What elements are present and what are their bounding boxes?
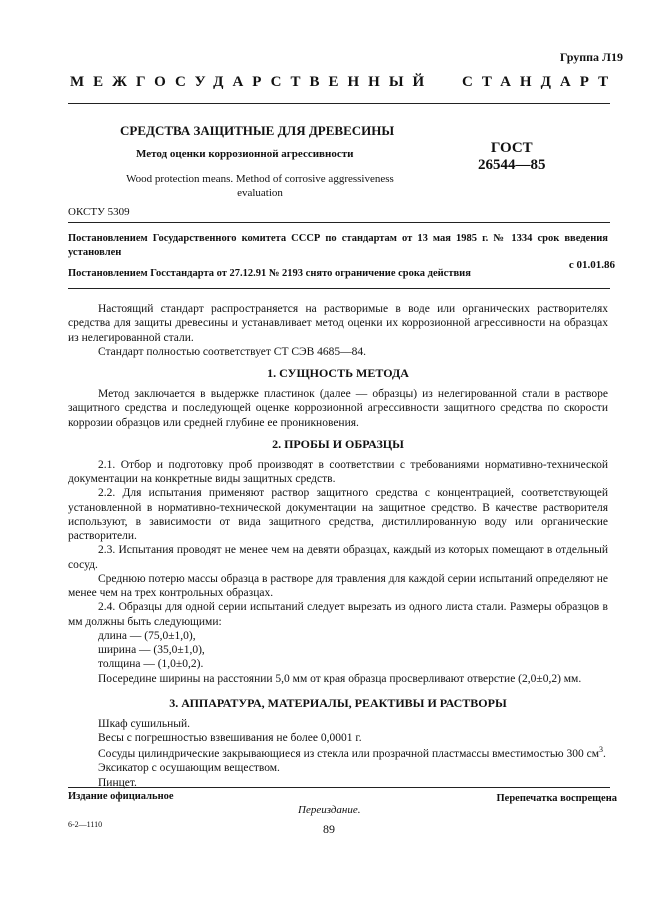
page-number: 89: [323, 822, 335, 836]
document-subtitle: Метод оценки коррозионной агрессивности: [136, 148, 354, 160]
clause-2-1: 2.1. Отбор и подготовку проб производят в соответствии с требованиями нормативно-технической документации на конкретные виды защитных средств.: [68, 458, 608, 485]
dimension-thickness: толщина — (1,0±0,2).: [98, 658, 204, 671]
print-code: 6-2—1110: [68, 820, 103, 829]
equipment-tweezers: Пинцет.: [98, 776, 137, 789]
equipment-vessels-period: .: [603, 748, 606, 761]
group-code: Группа Л19: [559, 50, 623, 64]
english-title-line1: Wood protection means. Method of corrosive aggressiveness: [126, 173, 394, 185]
cube-superscript: 3: [599, 745, 604, 755]
effective-date: с 01.01.86: [568, 259, 615, 271]
clause-2-3: 2.3. Испытания проводят не менее чем на девяти образцах, каждый из которых помещают в отдельный сосуд.: [68, 544, 608, 571]
equipment-scales: Весы с погрешностью взвешивания не более 0,0001 г.: [98, 732, 362, 744]
equipment-oven: Шкаф сушильный.: [98, 717, 191, 730]
dimension-length: длина — (75,0±1,0),: [98, 629, 196, 642]
reissue-note: Переиздание.: [298, 804, 361, 816]
document-body: [68, 302, 608, 790]
decree-divider: [68, 288, 610, 289]
banner-interstate: МЕЖГОСУДАРСТВЕННЫЙ: [70, 74, 434, 90]
banner-standard: СТАНДАРТ: [462, 74, 618, 90]
section-1-heading: 1. СУЩНОСТЬ МЕТОДА: [267, 366, 409, 380]
footer-divider: [68, 787, 610, 788]
equipment-vessels-text: Сосуды цилиндрические закрывающиеся из стекла или прозрачной пластмассы вместимостью 300 см: [98, 748, 600, 761]
clause-2-2: 2.2. Для испытания применяют раствор защитного средства с концентрацией, соответствующей установленной в нормативно-технической документации на защитное средство. В качестве растворителя используют, в зависимости от вида защитного средства, дистиллированную воду или органические растворители.: [68, 487, 608, 542]
decree-limitation: Постановлением Госстандарта от 27.12.91 № 2193 снято ограничение срока действия: [68, 268, 471, 279]
gost-number: [478, 140, 546, 175]
gost-code: 26544—85: [478, 157, 546, 174]
clause-2-4: 2.4. Образцы для одной серии испытаний следует вырезать из одного листа стали. Размеры образцов в мм должны быть следующими:: [68, 601, 608, 628]
clause-2-4-hole: Посередине ширины на расстоянии 5,0 мм от края образца просверливают отверстие (2,0±0,2) мм.: [98, 672, 582, 685]
document-title: СРЕДСТВА ЗАЩИТНЫЕ ДЛЯ ДРЕВЕСИНЫ: [120, 123, 395, 138]
intro-compliance: Стандарт полностью соответствует СТ СЭВ 4685—84.: [98, 345, 367, 358]
gost-label: ГОСТ: [490, 140, 533, 156]
section-3-heading: 3. АППАРАТУРА, МАТЕРИАЛЫ, РЕАКТИВЫ И РАСТВОРЫ: [169, 695, 507, 710]
section-2-heading: 2. ПРОБЫ И ОБРАЗЦЫ: [272, 436, 404, 451]
section-1-paragraph: Метод заключается в выдержке пластинок (далее — образцы) из нелегированной стали в растворе защитного средства и последующей оценке коррозионной агрессивности защитного средства по скорости коррозии образцов или средней глубине ее проникновения.: [68, 388, 608, 429]
equipment-vessels: [68, 745, 608, 761]
english-title: [110, 172, 410, 201]
okstu-code: ОКСТУ 5309: [68, 206, 130, 218]
english-title-line2: evaluation: [237, 187, 283, 200]
clause-2-3-control: Среднюю потерю массы образца в растворе для травления для каждой серии испытаний определяют не менее чем на трех контрольных образцах.: [68, 572, 608, 599]
intro-paragraph: Настоящий стандарт распространяется на растворимые в воде или органических растворителях средства для защиты древесины и устанавливает метод оценки их коррозионной агрессивности на образцах из нелегированной стали.: [68, 303, 608, 344]
official-edition: Издание официальное: [68, 791, 174, 802]
equipment-desiccator: Эксикатор с осушающим веществом.: [98, 762, 280, 775]
decree-introduction: Постановлением Государственного комитета СССР по стандартам от 13 мая 1985 г. № 1334 срок введения установлен: [68, 233, 608, 258]
reprint-prohibited: Перепечатка воспрещена: [496, 793, 617, 804]
okstu-divider: [68, 222, 610, 223]
header-divider: [68, 103, 610, 104]
dimension-width: ширина — (35,0±1,0),: [98, 644, 205, 656]
